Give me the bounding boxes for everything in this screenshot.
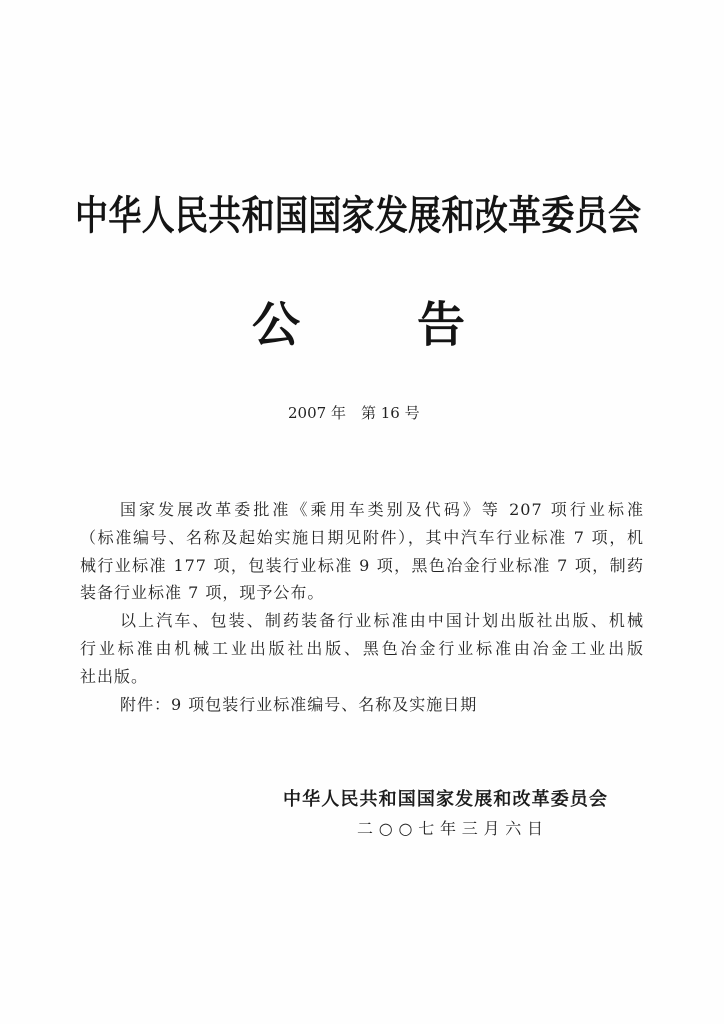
signature-date: 二○○七年三月六日 [357,819,543,838]
body-line: 行业标准由机械工业出版社出版、黑色冶金行业标准由冶金工业出版 [80,638,644,658]
body-paragraph [80,691,644,719]
signature-issuer: 中华人民共和国国家发展和改革委员会 [283,789,607,810]
body-line: （标准编号、名称及起始实施日期见附件），其中汽车行业标准 7 项，机 [80,527,644,547]
body-line: 社出版。 [80,666,149,686]
announcement-heading: 公 告 [252,297,473,353]
body-line: 械行业标准 177 项，包装行业标准 9 项，黑色冶金行业标准 7 项，制药 [80,555,644,575]
body-paragraph [80,496,644,607]
document-number: 2007 年 第 16 号 [288,404,420,422]
body-line: 装备行业标准 7 项，现予公布。 [80,583,325,603]
body-line: 以上汽车、包装、制药装备行业标准由中国计划出版社出版、机械 [120,611,644,631]
issuer-title: 中华人民共和国国家发展和改革委员会 [75,192,641,239]
body-paragraph [80,607,644,690]
announcement-body [80,496,644,718]
body-line: 国家发展改革委批准《乘用车类别及代码》等 207 项行业标准 [120,500,644,519]
attachment-line: 附件：9 项包装行业标准编号、名称及实施日期 [120,694,478,714]
